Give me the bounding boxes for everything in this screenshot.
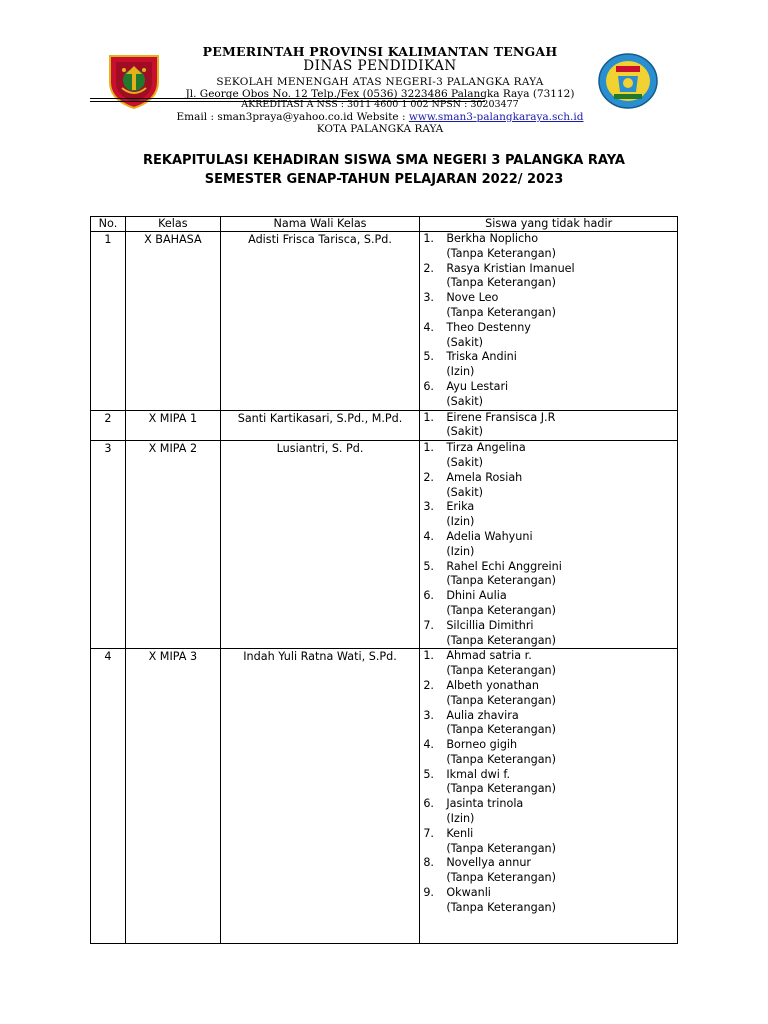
student-number: 2. xyxy=(423,678,434,692)
student-name: Jasinta trinola xyxy=(446,797,524,811)
list-item xyxy=(420,709,677,739)
student-number: 2. xyxy=(423,261,434,275)
table-row xyxy=(91,649,678,944)
student-number: 8. xyxy=(423,856,434,870)
student-status: (Izin) xyxy=(446,812,475,826)
row-wali: Santi Kartikasari, S.Pd., M.Pd. xyxy=(220,410,420,441)
student-name: Amela Rosiah xyxy=(446,470,523,484)
list-item xyxy=(420,441,677,471)
student-status: (Tanpa Keterangan) xyxy=(446,752,557,766)
student-name: Erika xyxy=(446,500,475,514)
student-number: 1. xyxy=(423,441,434,455)
document-title xyxy=(0,151,768,189)
table-row xyxy=(91,232,678,411)
row-no: 2 xyxy=(91,410,126,441)
website-link[interactable]: www.sman3-palangkaraya.sch.id xyxy=(408,110,584,123)
student-number: 5. xyxy=(423,767,434,781)
student-status: (Tanpa Keterangan) xyxy=(446,246,557,260)
table-row xyxy=(91,441,678,649)
department-name: DINAS PENDIDIKAN xyxy=(303,58,457,75)
header-no: No. xyxy=(91,217,126,232)
school-address: Jl. George Obos No. 12 Telp./Fex (0536) 3223486 Palangka Raya (73112) xyxy=(185,87,575,100)
row-kelas: X MIPA 2 xyxy=(125,441,220,649)
student-status: (Izin) xyxy=(446,544,475,558)
student-status: (Tanpa Keterangan) xyxy=(446,664,557,678)
school-name: SEKOLAH MENENGAH ATAS NEGERI-3 PALANGKA RAYA xyxy=(216,75,544,88)
list-item xyxy=(420,380,677,410)
student-list xyxy=(420,649,677,915)
student-status: (Izin) xyxy=(446,515,475,529)
student-status: (Sakit) xyxy=(446,425,483,439)
list-item xyxy=(420,291,677,321)
student-number: 2. xyxy=(423,470,434,484)
student-status: (Izin) xyxy=(446,365,475,379)
student-status: (Tanpa Keterangan) xyxy=(446,603,557,617)
student-status: (Tanpa Keterangan) xyxy=(446,693,557,707)
student-name: Dhini Aulia xyxy=(446,589,507,603)
student-list xyxy=(420,232,677,410)
header-kelas: Kelas xyxy=(125,217,220,232)
list-item xyxy=(420,827,677,857)
student-name: Okwanli xyxy=(446,886,491,900)
student-status: (Tanpa Keterangan) xyxy=(446,723,557,737)
student-number: 4. xyxy=(423,320,434,334)
student-number: 3. xyxy=(423,500,434,514)
student-name: Ikmal dwi f. xyxy=(446,767,511,781)
table-header-row xyxy=(91,217,678,232)
student-name: Aulia zhavira xyxy=(446,708,519,722)
student-status: (Sakit) xyxy=(446,394,483,408)
row-students xyxy=(420,232,678,411)
student-list xyxy=(420,411,677,441)
student-status: (Tanpa Keterangan) xyxy=(446,782,557,796)
student-status: (Tanpa Keterangan) xyxy=(446,871,557,885)
student-number: 7. xyxy=(423,618,434,632)
list-item xyxy=(420,679,677,709)
student-number: 7. xyxy=(423,826,434,840)
student-status: (Tanpa Keterangan) xyxy=(446,841,557,855)
list-item xyxy=(420,471,677,501)
student-number: 6. xyxy=(423,379,434,393)
student-name: Borneo gigih xyxy=(446,738,518,752)
list-item xyxy=(420,232,677,262)
document-title-line-2: SEMESTER GENAP-TAHUN PELAJARAN 2022/ 2023 xyxy=(204,172,564,187)
government-name: PEMERINTAH PROVINSI KALIMANTAN TENGAH xyxy=(202,44,558,59)
row-kelas: X MIPA 3 xyxy=(125,649,220,944)
student-number: 5. xyxy=(423,559,434,573)
student-name: Theo Destenny xyxy=(446,320,531,334)
list-item xyxy=(420,530,677,560)
student-number: 3. xyxy=(423,291,434,305)
student-status: (Tanpa Keterangan) xyxy=(446,276,557,290)
list-item xyxy=(420,500,677,530)
attendance-table xyxy=(90,216,678,944)
student-number: 6. xyxy=(423,589,434,603)
letterhead-divider-thin xyxy=(90,101,485,102)
row-no: 3 xyxy=(91,441,126,649)
student-name: Berkha Noplicho xyxy=(446,232,539,245)
list-item xyxy=(420,619,677,649)
list-item xyxy=(420,768,677,798)
student-name: Triska Andini xyxy=(446,350,517,364)
list-item xyxy=(420,321,677,351)
student-name: Eirene Fransisca J.R xyxy=(446,410,556,424)
student-name: Rahel Echi Anggreini xyxy=(446,559,562,573)
row-students xyxy=(420,649,678,944)
student-number: 1. xyxy=(423,232,434,245)
row-no: 1 xyxy=(91,232,126,411)
student-name: Rasya Kristian Imanuel xyxy=(446,261,575,275)
list-item xyxy=(420,738,677,768)
student-name: Kenli xyxy=(446,826,474,840)
header-absent-students: Siswa yang tidak hadir xyxy=(420,217,678,232)
student-name: Ayu Lestari xyxy=(446,379,509,393)
row-wali: Indah Yuli Ratna Wati, S.Pd. xyxy=(220,649,420,944)
accreditation-info: AKREDITASI A NSS : 3011 4600 1 002 NPSN : 30203477 xyxy=(241,99,519,111)
list-item xyxy=(420,411,677,441)
student-status: (Sakit) xyxy=(446,455,483,469)
contact-line xyxy=(170,111,590,123)
row-students xyxy=(420,410,678,441)
student-name: Ahmad satria r. xyxy=(446,649,532,663)
list-item xyxy=(420,262,677,292)
student-name: Silcillia Dimithri xyxy=(446,618,534,632)
student-number: 3. xyxy=(423,708,434,722)
document-title-line-1: REKAPITULASI KEHADIRAN SISWA SMA NEGERI 3 PALANGKA RAYA xyxy=(143,153,625,168)
school-emblem-icon xyxy=(596,52,660,110)
student-list xyxy=(420,441,677,648)
letterhead xyxy=(90,40,680,140)
student-number: 1. xyxy=(423,410,434,424)
row-no: 4 xyxy=(91,649,126,944)
student-name: Albeth yonathan xyxy=(446,678,539,692)
student-status: (Tanpa Keterangan) xyxy=(446,574,557,588)
list-item xyxy=(420,589,677,619)
student-number: 6. xyxy=(423,797,434,811)
list-item xyxy=(420,560,677,590)
row-wali: Lusiantri, S. Pd. xyxy=(220,441,420,649)
student-status: (Sakit) xyxy=(446,335,483,349)
list-item xyxy=(420,797,677,827)
email-label: Email : sman3praya@yahoo.co.id Website : xyxy=(176,110,409,123)
city-name: KOTA PALANGKA RAYA xyxy=(316,123,444,135)
student-number: 5. xyxy=(423,350,434,364)
row-kelas: X MIPA 1 xyxy=(125,410,220,441)
list-item xyxy=(420,856,677,886)
header-wali-kelas: Nama Wali Kelas xyxy=(220,217,420,232)
student-name: Adelia Wahyuni xyxy=(446,529,533,543)
list-item xyxy=(420,350,677,380)
student-number: 1. xyxy=(423,649,434,663)
student-number: 4. xyxy=(423,738,434,752)
row-wali: Adisti Frisca Tarisca, S.Pd. xyxy=(220,232,420,411)
row-kelas: X BAHASA xyxy=(125,232,220,411)
student-number: 4. xyxy=(423,529,434,543)
letterhead-divider xyxy=(90,98,485,99)
student-name: Nove Leo xyxy=(446,291,499,305)
student-name: Novellya annur xyxy=(446,856,532,870)
student-name: Tirza Angelina xyxy=(446,441,526,455)
student-status: (Tanpa Keterangan) xyxy=(446,900,557,914)
row-students xyxy=(420,441,678,649)
student-status: (Sakit) xyxy=(446,485,483,499)
student-status: (Tanpa Keterangan) xyxy=(446,633,557,647)
list-item xyxy=(420,886,677,916)
letterhead-text xyxy=(170,45,590,135)
list-item xyxy=(420,649,677,679)
table-row xyxy=(91,410,678,441)
student-status: (Tanpa Keterangan) xyxy=(446,305,557,319)
student-number: 9. xyxy=(423,886,434,900)
